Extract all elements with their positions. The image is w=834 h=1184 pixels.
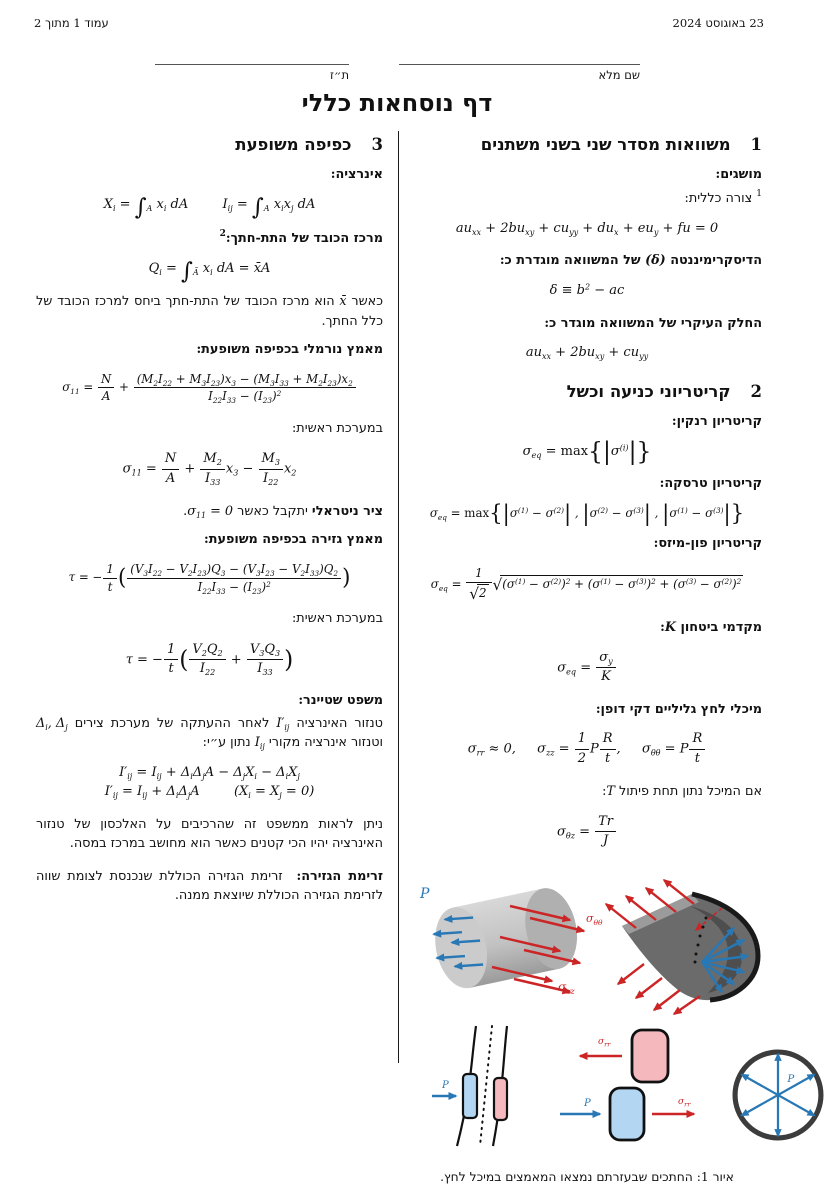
safety-factor-label: מקדמי ביטחון K: — [660, 620, 762, 636]
figure-caption-text: החתכים שבעזרתם נמצאו המאמצים במיכל לחץ. — [440, 1169, 693, 1184]
section-2-number: 2 — [750, 381, 762, 401]
principal-system-label-2: במערכת ראשית: — [292, 611, 383, 627]
figure-pressure-vessel — [412, 876, 795, 1184]
section-1-number: 1 — [750, 135, 762, 154]
inertia-label: אינרציה: — [330, 167, 383, 182]
general-form-label: $^1$ צורה כללית: — [684, 188, 762, 206]
equation-shear-stress: τ = − $\frac{1}{t}$ ( $\frac{(V_3I_{22} - V_2I_{23})Q_3 - (V_3I_{23} - V_2I_{33})Q_2}{I_{22}I_{33} - (I_{23})^2}$ ) — [68, 561, 351, 596]
figure-row-cylinders — [412, 876, 762, 1016]
pressure-label: P — [442, 1079, 449, 1091]
section-3-title: כפיפה משופעת — [235, 135, 352, 154]
centroid-label: מרכז הכובד של התת-חתך:$^2$ — [219, 229, 383, 247]
section-3-heading — [36, 135, 383, 154]
vonmises-label: קריטריון פון-מיזס: — [653, 536, 762, 552]
column-divider — [398, 131, 399, 1063]
page-indicator: עמוד 1 מתוך 2 — [34, 16, 109, 30]
full-name-line — [399, 64, 640, 65]
pressure-label: P — [584, 1097, 591, 1109]
equation-centroid: $Q_i = \int_Ã$ $x_i$ dA = x̄A — [148, 258, 271, 285]
equation-principal-part: $au_{xx} + 2bu_{xy} + cu_{yy}$ — [525, 345, 649, 362]
delta-symbols: $\Delta_i$, $\Delta_j$ — [36, 715, 68, 733]
page-title: דף נוסחאות כללי — [301, 88, 493, 117]
equation-tresca: $\sigma_{eq} = \max\{|\sigma^{(1)} - \sigma^{(2)}|$ , $|\sigma^{(2)} - \sigma^{(3)}|$ , $|\sigma^{(1)} - \sigma^{(3)}|$} — [429, 500, 745, 527]
inertia-prime-symbol: $I'_{ij}$ — [276, 715, 290, 733]
equation-safety-factor: $\sigma_{eq}$ = $\frac{\sigma_y}{K}$ — [412, 650, 762, 686]
equation-general-form: $au_{xx} + 2bu_{xy} + cu_{yy} + du_x + eu_y$ + fu = 0 — [455, 221, 719, 238]
mid-surface-dotted-line — [480, 1026, 492, 1146]
id-line — [155, 64, 349, 65]
equation-normal-principal: $\sigma_{11}$ = $\frac{N}{A}$ + $\frac{M_2}{I_{33}}$ $x_3$ − $\frac{M_3}{I_{22}}$ $x_2$ — [122, 451, 297, 487]
normal-stress-label: מאמץ נורמלי בכפיפה משופעת: — [196, 341, 383, 357]
shear-stress-label: מאמץ גזירה בכפיפה משופעת: — [204, 531, 383, 547]
equation-steiner-2: $I'_{ij} = I_{ij} + \Delta_i\Delta_jA$ $(X_i = X_j = 0)$ — [104, 783, 315, 800]
shear-flow-paragraph: זרימת הגזירה: זרימת הגזירה הכוללת שנכנסת לצומת שווה לזרימת הגזירה הכוללת שיוצאת ממנה. — [36, 869, 383, 904]
torsion-label: אם המיכל נתון תחת פיתול T: — [412, 782, 762, 801]
equation-rankine: $\sigma_{eq} = \max\{|\sigma^{(i)}|\}$ — [522, 436, 652, 466]
blue-element — [463, 1074, 477, 1118]
section-1-title: משוואות מסדר שני בשני משתנים — [480, 135, 731, 154]
sigma11-zero: $\sigma_{11} = 0$ — [187, 503, 234, 520]
shell-hoop-stress-figure — [582, 876, 782, 1016]
steiner-paragraph: טנזור האינרציה $I'_{ij}$ לאחר ההעתקה של מערכת צירים $\Delta_i$, $\Delta_j$ וטנזור אינרציה מקורי $I_{ij}$ נתון ע״י: — [36, 715, 383, 752]
circle-section-figure — [722, 1036, 834, 1154]
columns — [0, 131, 794, 1184]
section-1-heading — [412, 135, 762, 154]
pressure-label: P — [787, 1072, 795, 1085]
wall-section-figure — [430, 1022, 542, 1150]
discriminant-delta-symbol: (δ) — [645, 253, 666, 269]
blue-element — [610, 1088, 644, 1140]
rankine-label: קריטריון רנקין: — [671, 413, 762, 429]
figure-caption — [412, 1170, 762, 1184]
equation-normal-stress: $\sigma_{11}$ = $\frac{N}{A}$ + $\frac{(M_2I_{22} + M_3I_{23})x_3 - (M_3I_{33} + M_2I_{23})x_2}{I_{22}I_{33} - (I_{23})^2}$ — [36, 372, 383, 404]
steiner-label: משפט שטיינר: — [298, 693, 383, 708]
column-sections-1-2 — [412, 131, 795, 1184]
neutral-axis-note: ציר ניטראלי יתקבל כאשר $\sigma_{11} = 0$. — [183, 503, 383, 520]
equation-steiner-1: $I'_{ij} = I_{ij} + \Delta_i\Delta_jA - \Delta_jX_i - \Delta_iX_j$ — [119, 765, 300, 782]
id-label: ת״ז — [330, 68, 349, 82]
equation-inertia: $X_i = \int_A$ $x_i$ dA $I_{ij} = \int_A$ $x_ix_j$ dA — [103, 194, 316, 221]
equation-vonmises: $\sigma_{eq}$ = $\frac{1}{√2}$ $√(\sigma^{(1)} - \sigma^{(2)})^2 + (\sigma^{(1)} - \sigma^{(3)})^2 + (\sigma^{(3)} - \sigma^{(2)})^2$ — [430, 566, 742, 603]
section-3-number: 3 — [371, 135, 383, 154]
pink-element — [632, 1030, 668, 1082]
equation-shear-principal: τ = − $\frac{1}{t}$ ( $\frac{V_2Q_2}{I_{22}}$ + $\frac{V_3Q_3}{I_{33}}$ ) — [125, 641, 294, 677]
concepts-label: מושגים: — [715, 167, 762, 182]
footnote-mark-1: 1 — [756, 188, 762, 199]
cylinder-axial-stress-figure — [412, 876, 590, 1002]
inertia-symbol: $I_{ij}$ — [254, 735, 265, 752]
equation-pressure-vessel: $\sigma_{rr} \approx 0$, $\sigma_{zz}$ = $\frac{1}{2}$ P $\frac{R}{t}$ , $\sigma_{\theta\theta} = P$ $\frac{R}{t}$ — [412, 731, 762, 767]
principal-system-label-1: במערכת ראשית: — [292, 421, 383, 437]
column-section-3 — [36, 131, 383, 1184]
date-label: 23 באוגוסט 2024 — [672, 16, 764, 30]
torsion-symbol: T — [606, 783, 615, 799]
xbar-symbol: x̄ — [339, 294, 347, 310]
equation-discriminant: $\delta \equiv b^2$ − ac — [549, 282, 625, 299]
pressure-vessel-label: מיכלי לחץ גליליים דקי דופן: — [595, 701, 762, 717]
sigma-rr-label-bottom: $\sigma_{rr}$ — [678, 1096, 691, 1109]
figure-caption-label: איור 1: — [696, 1169, 734, 1184]
section-2-title: קריטריוני כניעה וכשל — [566, 381, 731, 401]
figure-row-sections — [430, 1022, 795, 1154]
pink-element — [494, 1078, 507, 1120]
pressure-label: P — [420, 885, 430, 902]
principal-part-label: החלק העיקרי של המשוואה מוגדר כ: — [544, 315, 762, 331]
sigma-zz-label: $\sigma_{zz}$ — [558, 979, 575, 996]
centroid-paragraph: כאשר x̄ הוא מרכז הכובד של התת-חתך ביחס למרכז הכובד של כלל החתך. — [36, 294, 383, 329]
safety-factor-symbol: K — [664, 620, 676, 636]
steiner-note: ניתן לראות ממשפט זה שהרכיבים על האלכסון של טנזור האינרציה יהיו הכי קטנים כאשר הוא מחושב במרכז במסה. — [36, 816, 383, 851]
footnote-mark-2: 2 — [219, 229, 226, 240]
full-name-label: שם מלא — [598, 68, 640, 82]
equation-torsion: $\sigma_{\theta z}$ = $\frac{Tr}{J}$ — [412, 814, 762, 850]
stress-element-figure — [554, 1022, 712, 1150]
page-header — [0, 0, 794, 30]
sigma-rr-label-top: $\sigma_{rr}$ — [598, 1036, 611, 1049]
sigma-thetatheta-label: $\sigma_{\theta\theta}$ — [586, 911, 603, 927]
discriminant-label: הדיסקרימיננטה (δ) של המשוואה מוגדרת כ: — [499, 253, 762, 269]
tresca-label: קריטריון טרסקה: — [659, 475, 762, 491]
section-2-heading — [412, 382, 762, 401]
